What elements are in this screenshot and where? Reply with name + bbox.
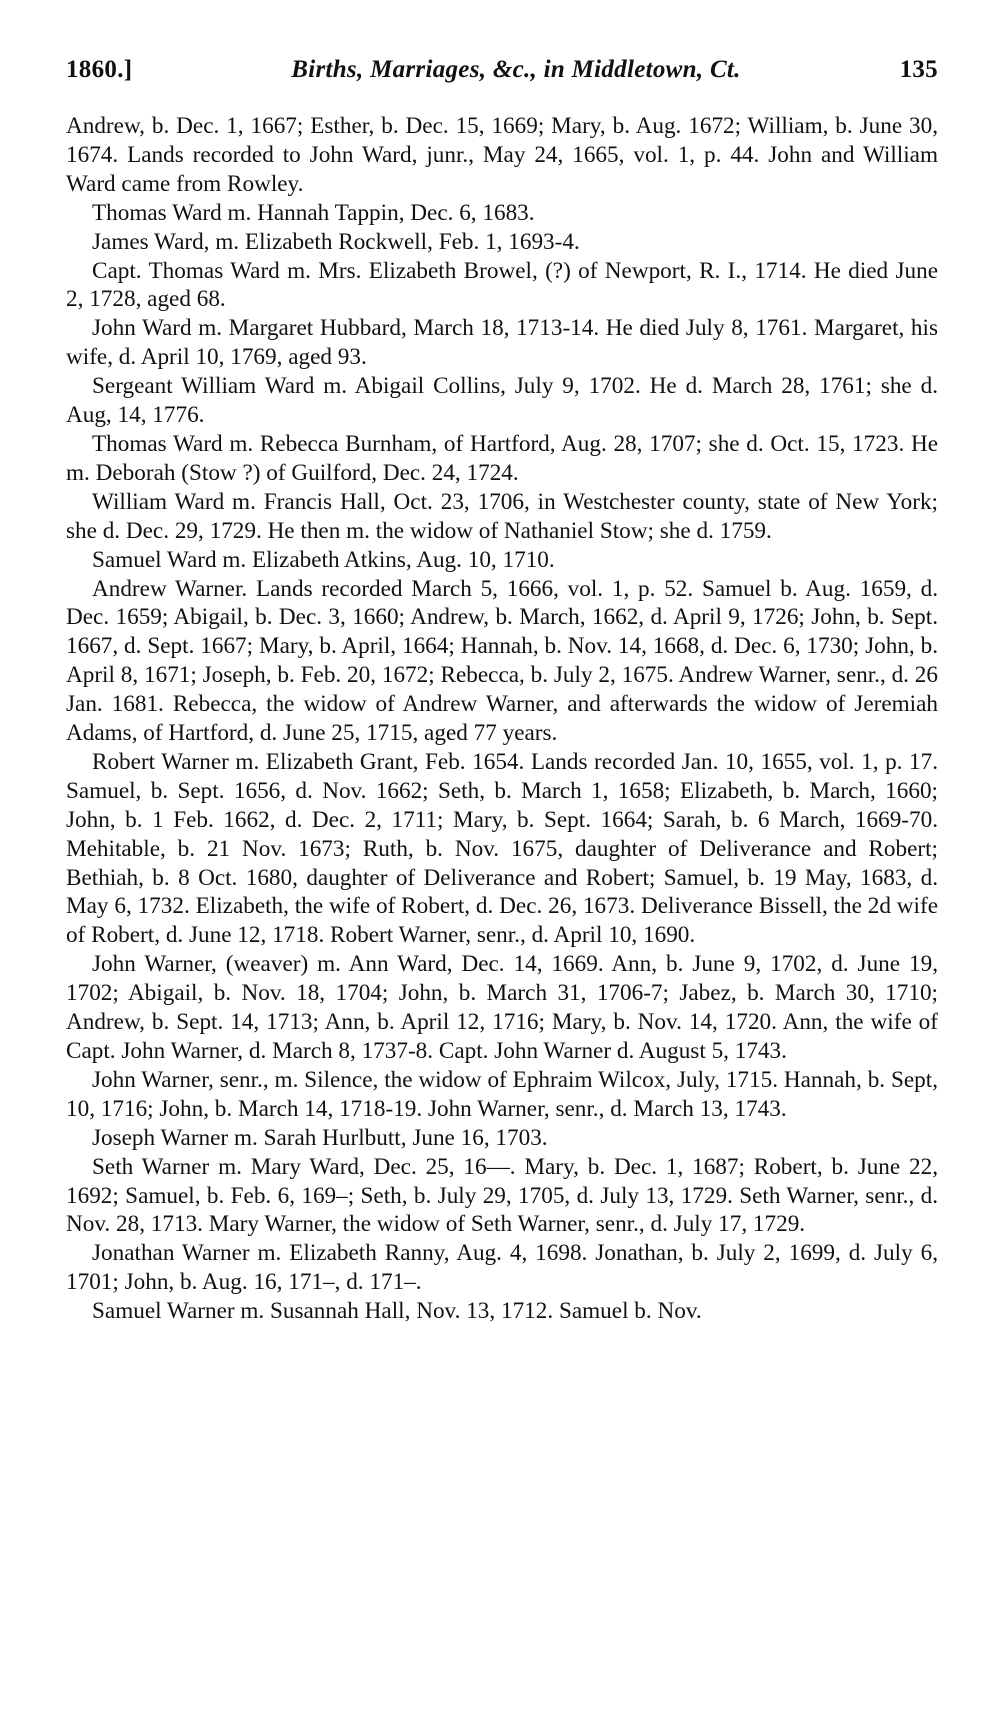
record-paragraph: John Warner, (weaver) m. Ann Ward, Dec. 14, 1669. Ann, b. June 9, 1702, d. June 19, 1702; Abigail, b. Nov. 18, 1704; John, b. March 31, 1706-7; Jabez, b. March 30, 1710; Andrew, b. Sept. 14, 1713; Ann, b. April 12, 1716; Mary, b. Nov. 14, 1720. Ann, the wife of Capt. John Warner, d. March 8, 1737-8. Capt. John Warner d. August 5, 1743.	[66, 951, 938, 1064]
record-paragraph: Samuel Ward m. Elizabeth Atkins, Aug. 10, 1710.	[92, 546, 555, 573]
record-paragraph: James Ward, m. Elizabeth Rockwell, Feb. 1, 1693-4.	[92, 228, 580, 255]
record-paragraph: Andrew Warner. Lands recorded March 5, 1666, vol. 1, p. 52. Samuel b. Aug. 1659, d. Dec. 1659; Abigail, b. Dec. 3, 1660; Andrew, b. March, 1662, d. April 9, 1726; John, b. Sept. 1667, d. Sept. 1667; Mary, b. April, 1664; Hannah, b. Nov. 14, 1668, d. Dec. 6, 1730; John, b. April 8, 1671; Joseph, b. Feb. 20, 1672; Rebecca, b. July 2, 1675. Andrew Warner, senr., d. 26 Jan. 1681. Rebecca, the widow of Andrew Warner, and afterwards the widow of Jeremiah Adams, of Hartford, d. June 25, 1715, aged 77 years.	[66, 575, 938, 747]
record-paragraph: Sergeant William Ward m. Abigail Collins, July 9, 1702. He d. March 28, 1761; she d. Aug, 14, 1776.	[66, 373, 938, 429]
record-paragraph: Samuel Warner m. Susannah Hall, Nov. 13, 1712. Samuel b. Nov.	[92, 1298, 702, 1325]
page-number: 135	[899, 56, 938, 83]
record-paragraph: William Ward m. Francis Hall, Oct. 23, 1706, in Westchester county, state of New York; she d. Dec. 29, 1729. He then m. the widow of Nathaniel Stow; she d. 1759.	[66, 488, 938, 544]
record-paragraph: John Warner, senr., m. Silence, the widow of Ephraim Wilcox, July, 1715. Hannah, b. Sept, 10, 1716; John, b. March 14, 1718-19. John Warner, senr., d. March 13, 1743.	[66, 1066, 938, 1122]
record-paragraph: Thomas Ward m. Rebecca Burnham, of Hartford, Aug. 28, 1707; she d. Oct. 15, 1723. He m. Deborah (Stow ?) of Guilford, Dec. 24, 1724.	[66, 430, 938, 486]
record-paragraph: Jonathan Warner m. Elizabeth Ranny, Aug. 4, 1698. Jonathan, b. July 2, 1699, d. July 6, 1701; John, b. Aug. 16, 171–, d. 171–.	[66, 1240, 938, 1296]
record-paragraph: Thomas Ward m. Hannah Tappin, Dec. 6, 1683.	[92, 199, 535, 226]
header-title: Births, Marriages, &c., in Middletown, Ct.	[291, 56, 741, 83]
record-paragraph: John Ward m. Margaret Hubbard, March 18, 1713-14. He died July 8, 1761. Margaret, his wife, d. April 10, 1769, aged 93.	[66, 315, 938, 371]
record-paragraph: Joseph Warner m. Sarah Hurlbutt, June 16, 1703.	[92, 1124, 548, 1151]
record-paragraph: Seth Warner m. Mary Ward, Dec. 25, 16—. Mary, b. Dec. 1, 1687; Robert, b. June 22, 1692; Samuel, b. Feb. 6, 169–; Seth, b. July 29, 1705, d. July 13, 1729. Seth Warner, senr., d. Nov. 28, 1713. Mary Warner, the widow of Seth Warner, senr., d. July 17, 1729.	[66, 1153, 938, 1238]
record-paragraph: Robert Warner m. Elizabeth Grant, Feb. 1654. Lands recorded Jan. 10, 1655, vol. 1, p. 17. Samuel, b. Sept. 1656, d. Nov. 1662; Seth, b. March 1, 1658; Elizabeth, b. March, 1660; John, b. 1 Feb. 1662, d. Dec. 2, 1711; Mary, b. Sept. 1664; Sarah, b. 6 March, 1669-70. Mehitable, b. 21 Nov. 1673; Ruth, b. Nov. 1675, daughter of Deliverance and Robert; Bethiah, b. 8 Oct. 1680, daughter of Deliverance and Robert; Samuel, b. 19 May, 1683, d. May 6, 1732. Elizabeth, the wife of Robert, d. Dec. 26, 1673. Deliverance Bissell, the 2d wife of Robert, d. June 12, 1718. Robert Warner, senr., d. April 10, 1690.	[66, 748, 938, 949]
record-entries	[66, 112, 938, 1326]
running-head	[66, 56, 938, 84]
page	[66, 56, 938, 1326]
record-paragraph: Andrew, b. Dec. 1, 1667; Esther, b. Dec. 15, 1669; Mary, b. Aug. 1672; William, b. June 30, 1674. Lands recorded to John Ward, junr., May 24, 1665, vol. 1, p. 44. John and William Ward came from Rowley.	[66, 113, 938, 197]
record-paragraph: Capt. Thomas Ward m. Mrs. Elizabeth Browel, (?) of Newport, R. I., 1714. He died June 2, 1728, aged 68.	[66, 257, 938, 313]
header-year: 1860.]	[66, 56, 133, 83]
